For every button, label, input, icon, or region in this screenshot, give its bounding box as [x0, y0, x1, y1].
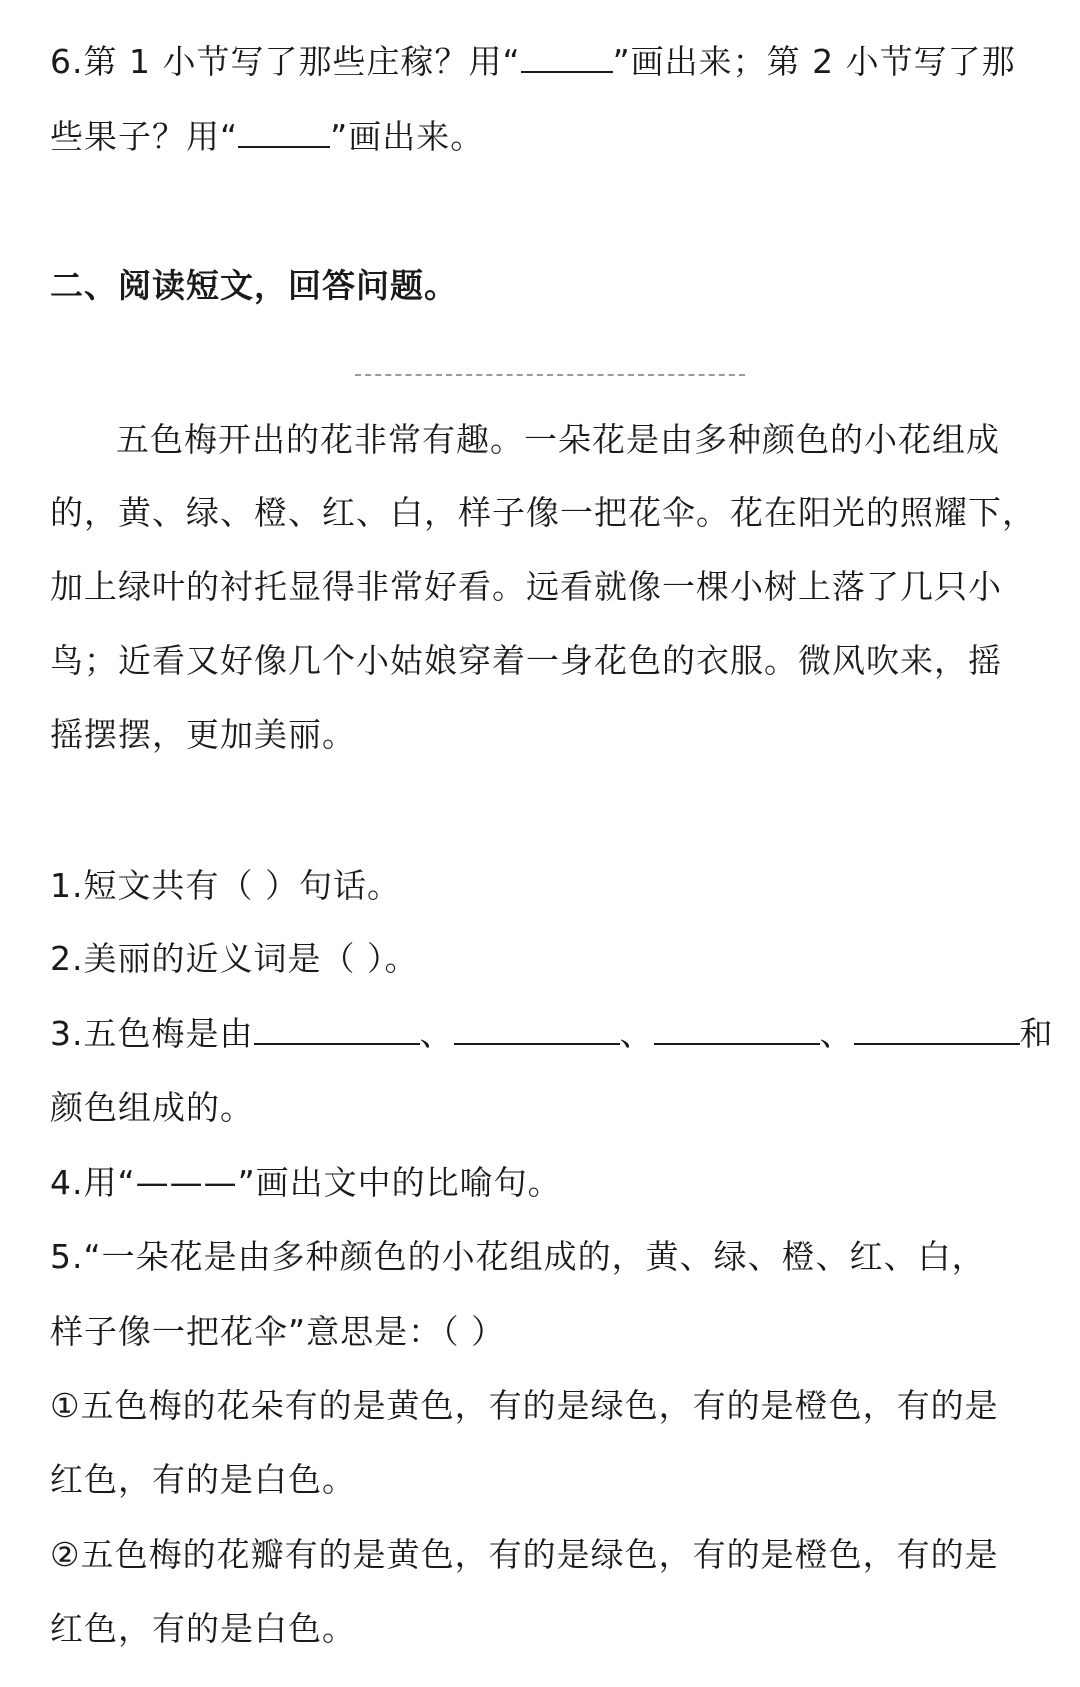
- section-heading: 二、阅读短文，回答问题。: [50, 266, 458, 305]
- option-1-line-1: ①五色梅的花朵有的是黄色，有的是绿色，有的是橙色，有的是: [50, 1386, 999, 1425]
- question-3-and: 和: [1019, 1014, 1054, 1053]
- answer-blank: [254, 1015, 420, 1045]
- question-6-line-1: [50, 42, 1040, 82]
- answer-blank: [654, 1015, 820, 1045]
- separator: 、: [419, 1014, 454, 1053]
- option-2-line-2: 红色，有的是白色。: [50, 1609, 356, 1648]
- passage-line: 五色梅开出的花非常有趣。一朵花是由多种颜色的小花组成: [116, 420, 1000, 459]
- passage-line: 摇摆摆，更加美丽。: [50, 715, 356, 754]
- question-3-line-2: 颜色组成的。: [50, 1088, 254, 1127]
- separator: 、: [819, 1014, 854, 1053]
- answer-blank: [521, 43, 613, 73]
- question-6-text-b: ”画出来；第 2 小节写了那: [612, 42, 1016, 81]
- question-6-text-c: 些果子？用“: [50, 117, 239, 156]
- question-1: 1.短文共有（ ）句话。: [50, 866, 401, 905]
- question-6-line-2: [50, 117, 1040, 157]
- separator: 、: [619, 1014, 654, 1053]
- option-2-line-1: ②五色梅的花瓣有的是黄色，有的是绿色，有的是橙色，有的是: [50, 1535, 999, 1574]
- passage-line: 的，黄、绿、橙、红、白，样子像一把花伞。花在阳光的照耀下，: [50, 493, 1036, 532]
- question-5-line-1: 5.“一朵花是由多种颜色的小花组成的，黄、绿、橙、红、白，: [50, 1237, 986, 1276]
- question-2: 2.美丽的近义词是（ ）。: [50, 939, 419, 978]
- passage-line: 加上绿叶的衬托显得非常好看。远看就像一棵小树上落了几只小: [50, 567, 1002, 606]
- question-4: 4.用“———”画出文中的比喻句。: [50, 1163, 562, 1202]
- answer-blank: [238, 118, 330, 148]
- question-5-line-2: 样子像一把花伞”意思是：（ ）: [50, 1312, 506, 1351]
- question-3-text: 3.五色梅是由: [50, 1014, 254, 1053]
- answer-blank: [854, 1015, 1020, 1045]
- question-6-text-a: 6.第 1 小节写了那些庄稼？用“: [50, 42, 521, 81]
- option-1-line-2: 红色，有的是白色。: [50, 1460, 356, 1499]
- divider-line: [355, 374, 745, 376]
- answer-blank: [454, 1015, 620, 1045]
- passage-line: 鸟；近看又好像几个小姑娘穿着一身花色的衣服。微风吹来，摇: [50, 641, 1002, 680]
- question-6-text-d: ”画出来。: [330, 117, 485, 156]
- question-3-line-1: [50, 1014, 1054, 1054]
